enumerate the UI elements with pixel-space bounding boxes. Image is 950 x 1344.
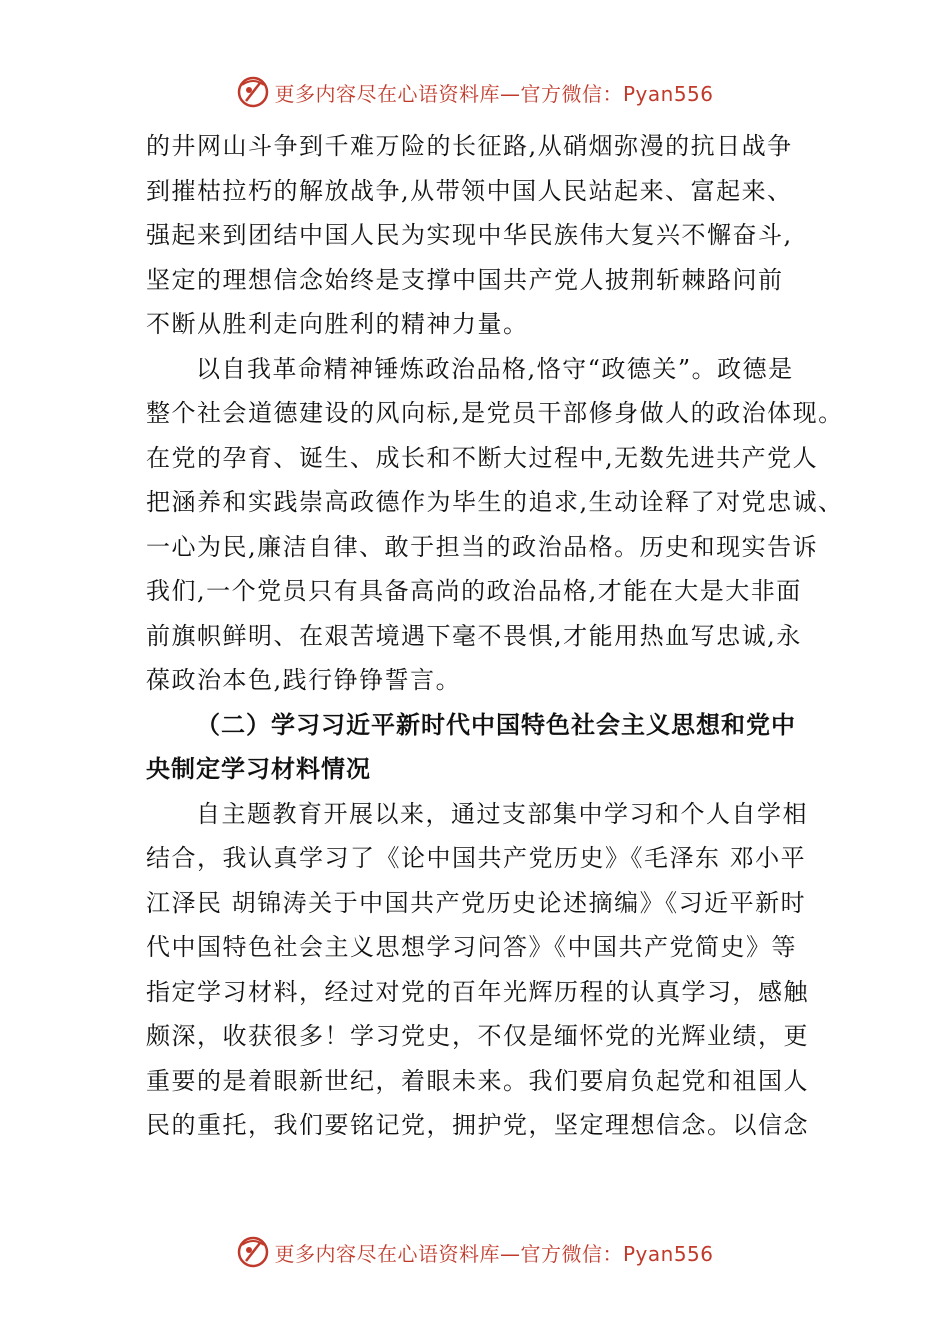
- text-line: 江泽民 胡锦涛关于中国共产党历史论述摘编》《习近平新时: [146, 888, 807, 917]
- text-line: 到摧枯拉朽的解放战争,从带领中国人民站起来、富起来、: [146, 176, 793, 205]
- text-line: 强起来到团结中国人民为实现中华民族伟大复兴不懈奋斗,: [146, 221, 793, 249]
- text-line: 指定学习材料，经过对党的百年光辉历程的认真学习，感触: [146, 977, 809, 1006]
- header-watermark: [0, 72, 950, 112]
- text-line: 一心为民,廉洁自律、敢于担当的政治品格。历史和现实告诉: [146, 532, 819, 561]
- text-line: 颇深，收获很多！学习党史，不仅是缅怀党的光辉业绩，更: [146, 1022, 809, 1050]
- text-line: 结合，我认真学习了《论中国共产党历史》《毛泽东 邓小平: [146, 844, 807, 872]
- text-line: 的井网山斗争到千难万险的长征路,从硝烟弥漫的抗日战争: [146, 132, 793, 160]
- logo-icon: [236, 75, 270, 109]
- footer-watermark: [0, 1232, 950, 1272]
- text-line: 整个社会道德建设的风向标,是党员干部修身做人的政治体现。: [146, 399, 844, 427]
- text-line: 我们,一个党员只有具备高尚的政治品格,才能在大是大非面: [146, 577, 802, 605]
- section-heading-line: （二）学习习近平新时代中国特色社会主义思想和党中: [196, 710, 796, 739]
- text-line: 前旗帜鲜明、在艰苦境遇下毫不畏惧,才能用热血写忠诚,永: [146, 621, 802, 650]
- text-line: 以自我革命精神锤炼政治品格,恪守“政德关”。政德是: [196, 354, 794, 383]
- text-line: 代中国特色社会主义思想学习问答》《中国共产党简史》等: [146, 933, 797, 961]
- text-line: 坚定的理想信念始终是支撑中国共产党人披荆斩棘路问前: [146, 265, 784, 294]
- watermark-text: 更多内容尽在心语资料库—官方微信：Pyan556: [274, 1241, 714, 1266]
- logo-icon: [236, 1235, 270, 1269]
- watermark-text: 更多内容尽在心语资料库—官方微信：Pyan556: [274, 81, 714, 106]
- text-line: 自主题教育开展以来，通过支部集中学习和个人自学相: [196, 799, 808, 828]
- text-line: 葆政治本色,践行铮铮誓言。: [146, 666, 462, 694]
- text-line: 重要的是着眼新世纪，着眼未来。我们要肩负起党和祖国人: [146, 1066, 809, 1095]
- wechat-id: Pyan556: [622, 81, 714, 106]
- text-line: 民的重托，我们要铭记党，拥护党，坚定理想信念。以信念: [146, 1111, 809, 1139]
- text-line: 把涵养和实践崇高政德作为毕生的追求,生动诠释了对党忠诚、: [146, 488, 844, 516]
- wechat-id: Pyan556: [622, 1241, 714, 1266]
- text-line: 在党的孕育、诞生、成长和不断大过程中,无数先进共产党人: [146, 443, 819, 472]
- text-line: 不断从胜利走向胜利的精神力量。: [146, 310, 529, 338]
- section-heading-line: 央制定学习材料情况: [146, 755, 371, 783]
- document-body: [146, 124, 844, 1148]
